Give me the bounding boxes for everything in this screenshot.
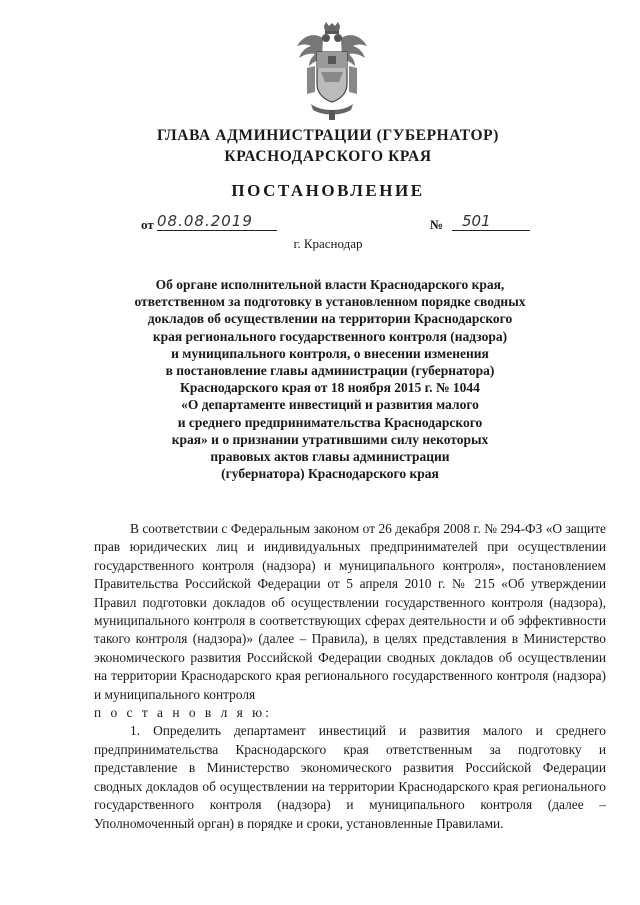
title-line: ответственном за подготовку в установленном порядке сводных — [134, 294, 526, 310]
decree-word: п о с т а н о в л я ю: — [94, 705, 272, 721]
title-line: и муниципального контроля, о внесении изменения — [171, 345, 489, 361]
preamble-paragraph: В соответствии с Федеральным законом от 26 декабря 2008 г. № 294-ФЗ «О защите прав юридических лиц и индивидуальных предпринимателей при осуществлении государственного контроля (надзора) и муниципального контроля», постановлением Правительства Российской Федерации от 5 апреля 2010 г. № 215 «Об утверждении Правил подготовки докладов об осуществлении государственного контроля (надзора), муниципального контроля в соответствующих сферах деятельности и об эффективности такого контроля (надзора)» (далее – Правила), в целях представления в Министерство экономического развития Российской Федерации сводных докладов об осуществлении на территории Краснодарского края регионального государственного контроля (надзора) и муниципального контроля — [94, 521, 606, 702]
title-line: правовых актов главы администрации — [210, 449, 450, 465]
date-prefix: от — [141, 217, 154, 232]
title-line: и среднего предпринимательства Краснодарского — [177, 414, 483, 430]
title-line: докладов об осуществлении на территории Краснодарского — [147, 311, 513, 327]
document-body — [94, 520, 606, 833]
document-type: ПОСТАНОВЛЕНИЕ — [231, 181, 425, 200]
title-line: «О департаменте инвестиций и развития малого — [181, 397, 479, 413]
authority-title: ГЛАВА АДМИНИСТРАЦИИ (ГУБЕРНАТОР) — [157, 127, 499, 144]
date-number-row — [0, 212, 640, 236]
title-line: края» и о признании утратившими силу некоторых — [171, 431, 489, 447]
authority-region: КРАСНОДАРСКОГО КРАЯ — [224, 148, 432, 165]
title-line: края регионального государственного контроля (надзора) — [152, 328, 508, 344]
clause-1-paragraph: 1. Определить департамент инвестиций и развития малого и среднего предпринимательства Краснодарского края ответственным за подготовку и представление в Министерство экономического развития Российской Федерации сводных докладов об осуществлении на территории Краснодарского края регионального государственного контроля (надзора) и муниципального контроля (далее – Уполномоченный орган) в порядке и сроки, установленные Правилами. — [94, 723, 606, 831]
number-prefix: № — [430, 217, 444, 232]
title-line: Краснодарского края от 18 ноября 2015 г. № 1044 — [180, 380, 480, 396]
title-line: в постановление главы администрации (губернатора) — [165, 363, 495, 379]
title-line: (губернатора) Краснодарского края — [221, 466, 439, 482]
city: г. Краснодар — [293, 236, 363, 251]
document-number: 501 — [452, 212, 530, 231]
coat-of-arms-icon — [293, 22, 371, 122]
document-title — [120, 276, 540, 482]
document-date: 08.08.2019 — [157, 212, 277, 231]
title-line: Об органе исполнительной власти Краснодарского края, — [155, 277, 505, 292]
